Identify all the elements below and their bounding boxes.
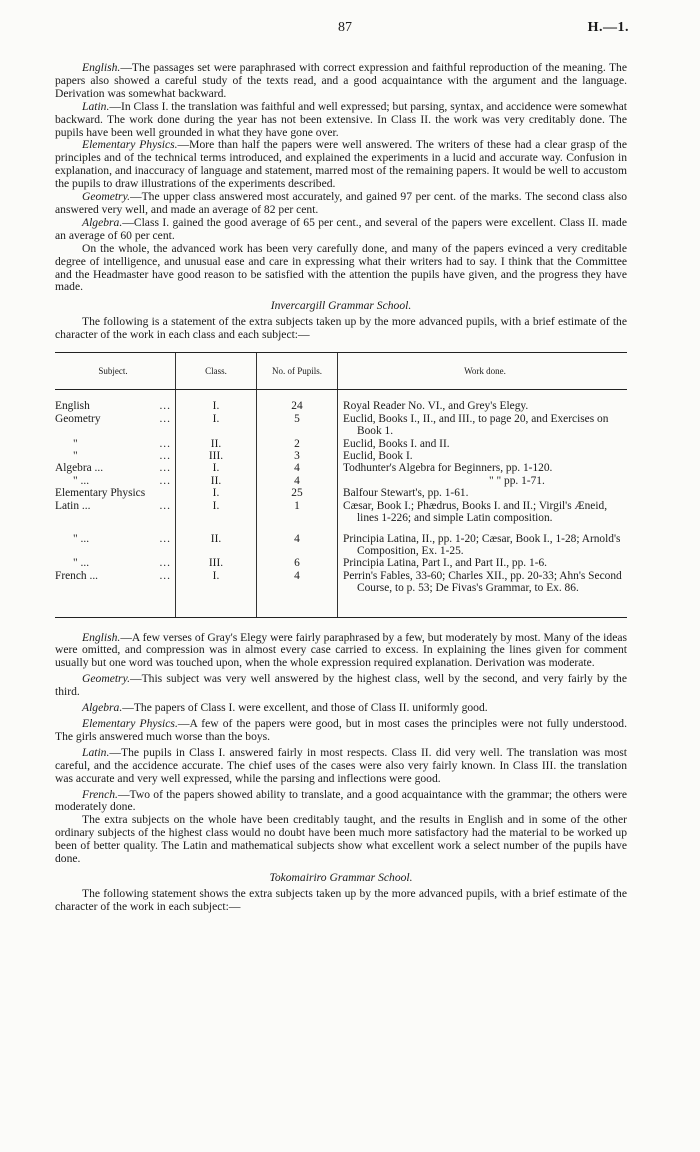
section-intro-invercargill: The following is a statement of the extra subjects taken up by the more advanced pupils, with a brief estimate of the character of the work in each class and each subject:— [55, 315, 627, 342]
paragraph-summary: On the whole, the advanced work has been very carefully done, and many of the papers evinced a very creditable degree of intelligence, and unusual ease and care in expressing what their writers had to say. I think that the Committee and the Headmaster have good reason to be satisfied with the attention the pupils have given, and the progress they have made. [55, 241, 627, 294]
paragraph-french-2: French.—Two of the papers showed ability to translate, and a good acquaintance with the grammar; the others were moderately done. [55, 787, 627, 814]
page-header [55, 22, 627, 62]
paragraph-algebra: Algebra.—Class I. gained the good average of 65 per cent., and several of the papers were excellent. Class II. made an average of 60 per cent. [55, 215, 627, 242]
table-row: " ... ... II. 4 Principia Latina, II., pp. 1-20; Cæsar, Book I., 1-28; Arnold's Composition, Ex. 1-25. [55, 525, 627, 558]
table-row: Geometry ... I. 5 Euclid, Books I., II., and III., to page 20, and Exercises on Book 1. [55, 413, 627, 438]
header-work: Work done. [338, 353, 628, 390]
table-row: " ... III. 3 Euclid, Book I. [55, 450, 627, 462]
paragraph-english: English.—The passages set were paraphrased with correct expression and faithful reproduction of the meaning. The papers also showed a careful study of the texts read, and a good acquaintance with the argument and the language. Derivation was somewhat backward. [55, 61, 627, 100]
page-number: 87 [338, 20, 352, 35]
section-title-tokomairiro: Tokomairiro Grammar School. [269, 870, 413, 884]
section-intro-tokomairiro: The following statement shows the extra subjects taken up by the more advanced pupils, with a brief estimate of the character of the work in each subject:— [55, 886, 627, 913]
extra-subjects-table [55, 352, 627, 618]
paragraph-geometry: Geometry.—The upper class answered most accurately, and gained 97 per cent. of the marks. The second class also answered very well, and made an average of 82 per cent. [55, 190, 627, 216]
paragraph-latin: Latin.—In Class I. the translation was faithful and well expressed; but parsing, syntax, and accidence were somewhat backward. The work done during the year has not been extensive. In Class II. the work was very creditably done. The pupils have been well grounded in what they have gone over. [55, 99, 627, 139]
header-class: Class. [176, 353, 257, 390]
paragraph-algebra-2: Algebra.—The papers of Class I. were excellent, and those of Class II. uniformly good. [82, 701, 488, 715]
table-row: French ... ... I. 4 Perrin's Fables, 33-60; Charles XII., pp. 20-33; Ahn's Second Course, to p. 53; De Fivas's Grammar, to Ex. 86. [55, 570, 627, 617]
table-row: " ... II. 2 Euclid, Books I. and II. [55, 438, 627, 450]
document-page [55, 22, 627, 914]
paragraph-english-2: English.—A few verses of Gray's Elegy were fairly paraphrased by a few, but moderately by most. Many of the ideas were omitted, and compression was in almost every case carried to excess. In explaining the lines given for comment usually but one word was touched upon, when the whole expression required explanation. Derivation was moderate. [55, 630, 627, 670]
paragraph-physics: Elementary Physics.—More than half the papers were well answered. The writers of these had a clear grasp of the principles and of the technical terms introduced, and explained the experiments in a lucid and accurate way. Confusion in explanation, and inaccuracy of language and statement, marred most of the remaining papers. It would be well to accustom the pupils to draw illustrations of the experiments described. [55, 138, 628, 191]
table-row: English ... I. 24 Royal Reader No. VI., and Grey's Elegy. [55, 390, 627, 413]
table-row: Latin ... ... I. 1 Cæsar, Book I.; Phædrus, Books I. and II.; Virgil's Æneid, lines 1-226; and simple Latin composition. [55, 500, 627, 525]
header-subject: Subject. [55, 353, 176, 390]
table-row: " ... ... II. 4 " " pp. 1-71. [55, 475, 627, 487]
paragraph-geometry-2: Geometry.—This subject was very well answered by the highest class, well by the second, and very fairly by the third. [55, 672, 627, 699]
report-section-2 [55, 632, 627, 866]
report-section-1 [55, 62, 627, 294]
table-header-row [55, 353, 627, 390]
paragraph-summary-2: The extra subjects on the whole have been creditably taught, and the results in English and in some of the other ordinary subjects of the highest class would no doubt have been much more satisfactory had the material to be worked up been of better quality. The Latin and mathematical subjects show what excellent work a select number of the pupils have done. [55, 813, 627, 866]
header-pupils: No. of Pupils. [257, 353, 338, 390]
table-row: Algebra ... ... I. 4 Todhunter's Algebra for Beginners, pp. 1-120. [55, 462, 627, 474]
document-reference: H.—1. [587, 20, 629, 35]
table-row: " ... ... III. 6 Principia Latina, Part I., and Part II., pp. 1-6. [55, 557, 627, 569]
section-title-invercargill: Invercargill Grammar School. [270, 299, 412, 313]
paragraph-physics-2: Elementary Physics.—A few of the papers were good, but in most cases the principles were not fully understood. The girls answered much worse than the boys. [55, 716, 627, 743]
table-row: Elementary Physics I. 25 Balfour Stewart's, pp. 1-61. [55, 487, 627, 499]
paragraph-latin-2: Latin.—The pupils in Class I. answered fairly in most respects. Class II. did very well. The translation was most careful, and the accidence accurate. The chief uses of the cases were also very fairly known. In Class III. the translation was accurate and very well expressed, while the parsing and inflections were good. [55, 745, 627, 785]
